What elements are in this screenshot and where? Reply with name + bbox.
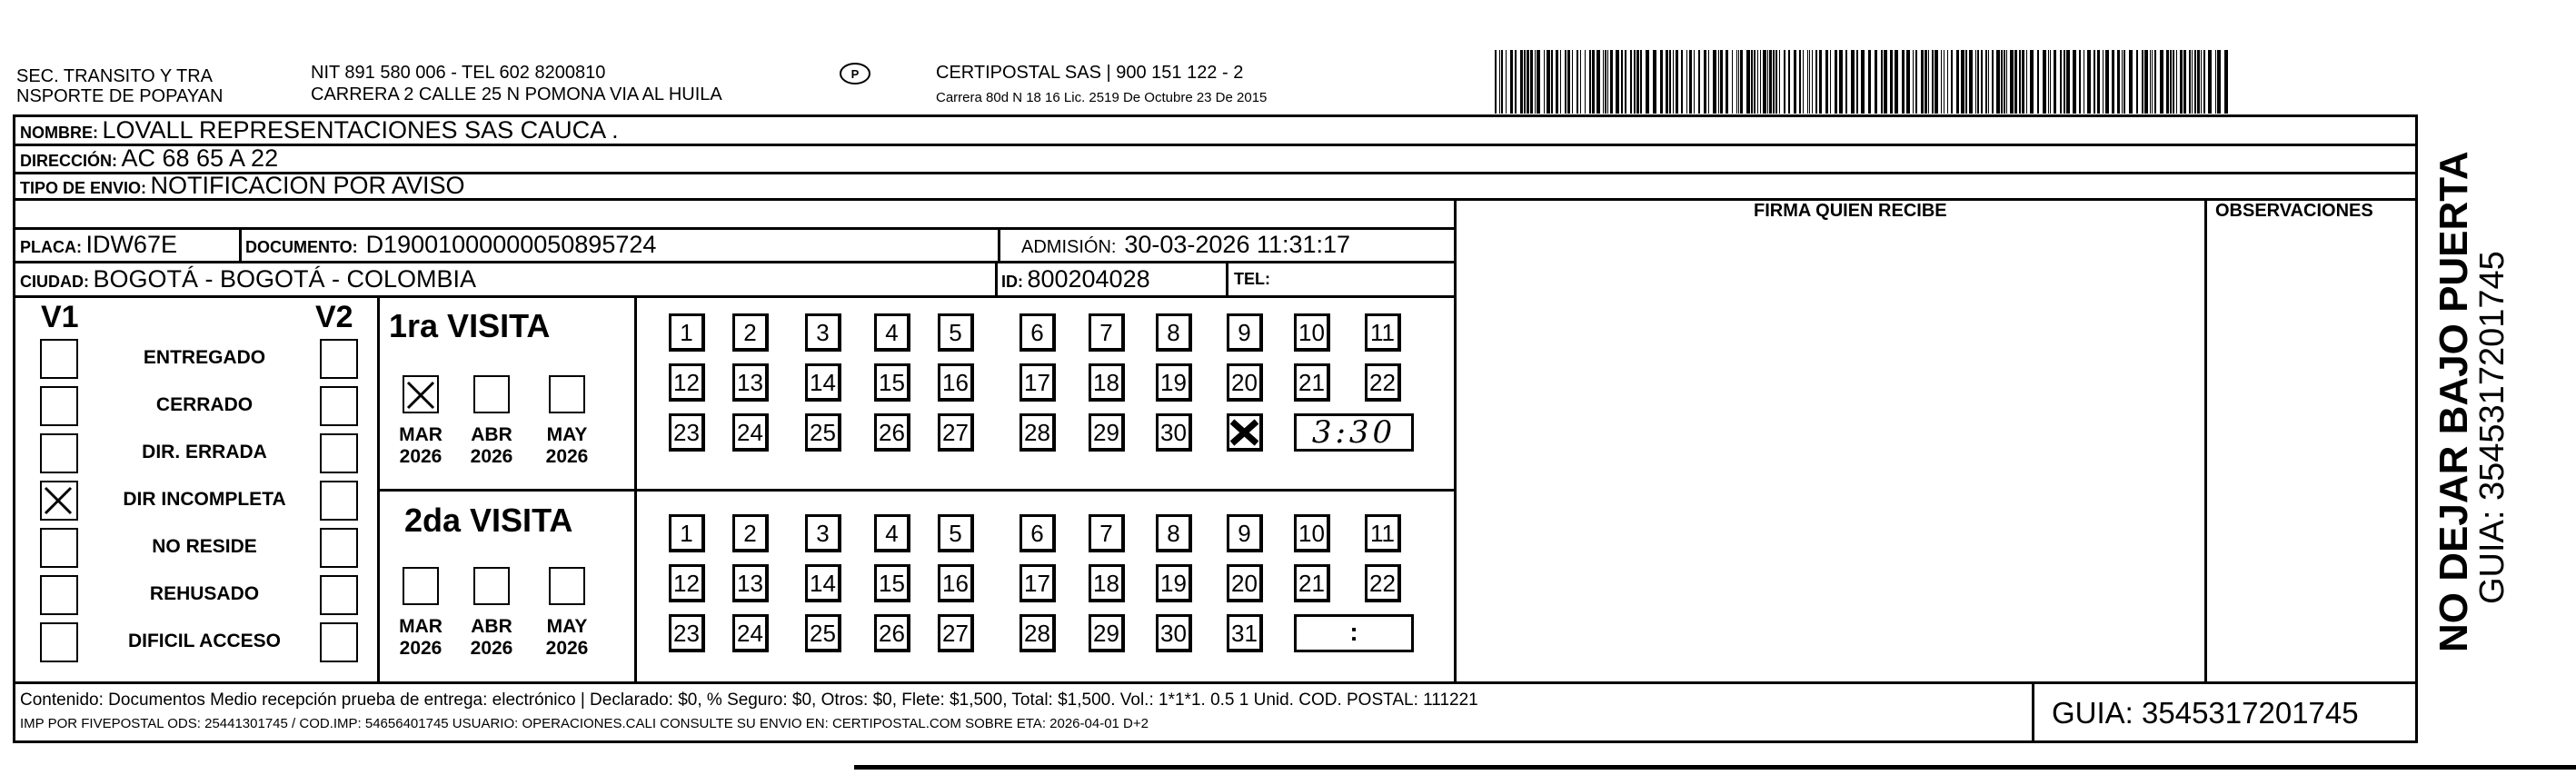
visit1-day-23[interactable]: 23	[669, 413, 705, 452]
visit1-day-17[interactable]: 17	[1019, 363, 1056, 402]
status-label-cerrado: CERRADO	[155, 394, 254, 415]
nombre-value: LOVALL REPRESENTACIONES SAS CAUCA .	[102, 116, 619, 144]
visit2-day-24[interactable]: 24	[732, 614, 769, 652]
barcode	[1495, 50, 2235, 114]
visit1-day-28[interactable]: 28	[1019, 413, 1056, 452]
v2-checkbox-cerrado[interactable]	[320, 386, 358, 426]
v2-checkbox-dir-incompleta[interactable]	[320, 481, 358, 521]
visit1-day-18[interactable]: 18	[1089, 363, 1125, 402]
direccion-value: AC 68 65 A 22	[121, 144, 279, 172]
visit1-day-26[interactable]: 26	[874, 413, 910, 452]
visit2-day-22[interactable]: 22	[1365, 564, 1401, 602]
nombre-field	[20, 116, 619, 148]
visit2-day-18[interactable]: 18	[1089, 564, 1125, 602]
visit1-day-15[interactable]: 15	[874, 363, 910, 402]
v1-checkbox-rehusado[interactable]	[40, 575, 78, 615]
visit1-month-checkbox-abr[interactable]	[473, 375, 510, 413]
placa-value: IDW67E	[85, 231, 177, 258]
visit1-day-10[interactable]: 10	[1294, 313, 1330, 352]
visit1-day-2[interactable]: 2	[732, 313, 769, 352]
visit2-day-20[interactable]: 20	[1227, 564, 1263, 602]
visit1-day-7[interactable]: 7	[1089, 313, 1125, 352]
certipostal-logo-icon	[834, 60, 876, 87]
visit2-day-14[interactable]: 14	[805, 564, 841, 602]
visit2-month-label-mar: MAR 2026	[399, 616, 443, 659]
v1-header: V1	[41, 300, 79, 334]
footer-content-line: Contenido: Documentos Medio recepción prueba de entrega: electrónico | Declarado: $0, % Seguro: $0, Otros: $0, Flete: $1,500, Total: $1,500. Vol.: 1*1*1. 0.5 1 Unid. COD. POSTAL: 111221	[20, 691, 1478, 710]
visit2-day-7[interactable]: 7	[1089, 514, 1125, 552]
visit1-title: 1ra VISITA	[389, 307, 551, 344]
visit1-day-19[interactable]: 19	[1156, 363, 1192, 402]
admision-value: 30-03-2026 11:31:17	[1124, 231, 1351, 258]
v2-checkbox-dificil-acceso[interactable]	[320, 622, 358, 662]
visit1-day-25[interactable]: 25	[805, 413, 841, 452]
visit2-day-8[interactable]: 8	[1156, 514, 1192, 552]
visit1-month-label-mar: MAR 2026	[399, 424, 443, 467]
visit2-month-label-abr: ABR 2026	[470, 616, 513, 659]
status-label-dificil-acceso: DIFICIL ACCESO	[127, 631, 281, 651]
visit1-day-3[interactable]: 3	[805, 313, 841, 352]
visit1-day-16[interactable]: 16	[938, 363, 974, 402]
placa-field	[20, 231, 177, 263]
address-line: CARRERA 2 CALLE 25 N POMONA VIA AL HUILA	[311, 84, 722, 104]
visit2-day-12[interactable]: 12	[669, 564, 705, 602]
visit2-day-13[interactable]: 13	[732, 564, 769, 602]
visit2-month-checkbox-mar[interactable]	[403, 567, 439, 605]
id-field	[1001, 265, 1150, 297]
status-label-dir-errada: DIR. ERRADA	[142, 442, 267, 462]
visit2-day-5[interactable]: 5	[938, 514, 974, 552]
documento-field	[245, 231, 656, 263]
visit1-day-22[interactable]: 22	[1365, 363, 1401, 402]
status-label-rehusado: REHUSADO	[149, 583, 260, 604]
v2-checkbox-no-reside[interactable]	[320, 528, 358, 568]
visit2-day-27[interactable]: 27	[938, 614, 974, 652]
documento-label: DOCUMENTO:	[245, 238, 358, 256]
sender-line-1: SEC. TRANSITO Y TRA	[16, 66, 213, 86]
placa-label: PLACA:	[20, 238, 82, 256]
v1-checkbox-entregado[interactable]	[40, 339, 78, 379]
status-label-entregado: ENTREGADO	[143, 347, 266, 368]
visit1-day-12[interactable]: 12	[669, 363, 705, 402]
visit1-day-4[interactable]: 4	[874, 313, 910, 352]
visit1-day-11[interactable]: 11	[1365, 313, 1401, 352]
v2-header: V2	[315, 300, 353, 334]
visit1-day-20[interactable]: 20	[1227, 363, 1263, 402]
visit1-time-value: 3:30	[1311, 414, 1397, 451]
visit2-title: 2da VISITA	[404, 502, 573, 539]
visit2-month-label-may: MAY 2026	[545, 616, 589, 659]
v1-checkbox-no-reside[interactable]	[40, 528, 78, 568]
visit2-day-10[interactable]: 10	[1294, 514, 1330, 552]
visit2-month-checkbox-may[interactable]	[549, 567, 585, 605]
admision-label: ADMISIÓN:	[1021, 237, 1117, 257]
visit2-day-9[interactable]: 9	[1227, 514, 1263, 552]
footer-guia: GUIA: 3545317201745	[2052, 696, 2359, 730]
visit1-day-27[interactable]: 27	[938, 413, 974, 452]
visit2-day-30[interactable]: 30	[1156, 614, 1192, 652]
visit2-day-31[interactable]: 31	[1227, 614, 1263, 652]
visit2-day-4[interactable]: 4	[874, 514, 910, 552]
side-warning: NO DEJAR BAJO PUERTA	[2432, 151, 2476, 652]
admision-field	[1021, 231, 1350, 263]
ciudad-field	[20, 265, 476, 297]
v1-checkbox-dificil-acceso[interactable]	[40, 622, 78, 662]
observaciones-header: OBSERVACIONES	[2215, 201, 2373, 221]
ciudad-value: BOGOTÁ - BOGOTÁ - COLOMBIA	[93, 265, 476, 293]
status-label-no-reside: NO RESIDE	[152, 536, 257, 557]
visit2-day-6[interactable]: 6	[1019, 514, 1056, 552]
visit1-month-label-may: MAY 2026	[545, 424, 589, 467]
visit1-day-31[interactable]	[1227, 413, 1263, 452]
tel-label: TEL:	[1234, 270, 1270, 288]
id-value: 800204028	[1027, 265, 1150, 293]
tipo-envio-value: NOTIFICACION POR AVISO	[150, 172, 465, 199]
visit1-time-box[interactable]	[1294, 413, 1414, 452]
visit1-day-6[interactable]: 6	[1019, 313, 1056, 352]
nit-line: NIT 891 580 006 - TEL 602 8200810	[311, 63, 606, 83]
nombre-label: NOMBRE:	[20, 124, 98, 142]
visit2-day-2[interactable]: 2	[732, 514, 769, 552]
visit1-day-14[interactable]: 14	[805, 363, 841, 402]
v2-checkbox-entregado[interactable]	[320, 339, 358, 379]
visit1-month-checkbox-may[interactable]	[549, 375, 585, 413]
company-line: CERTIPOSTAL SAS | 900 151 122 - 2	[936, 63, 1244, 83]
tel-field	[1234, 265, 1270, 294]
visit1-month-checkbox-mar[interactable]	[403, 375, 439, 413]
visit2-month-checkbox-abr[interactable]	[473, 567, 510, 605]
sender-line-2: NSPORTE DE POPAYAN	[16, 86, 224, 106]
visit1-day-30[interactable]: 30	[1156, 413, 1192, 452]
visit2-day-28[interactable]: 28	[1019, 614, 1056, 652]
visit1-day-24[interactable]: 24	[732, 413, 769, 452]
visit2-day-16[interactable]: 16	[938, 564, 974, 602]
visit2-day-29[interactable]: 29	[1089, 614, 1125, 652]
documento-value: D19001000000050895724	[365, 231, 657, 258]
visit2-day-11[interactable]: 11	[1365, 514, 1401, 552]
id-label: ID:	[1001, 273, 1023, 291]
visit2-day-3[interactable]: 3	[805, 514, 841, 552]
visit1-day-9[interactable]: 9	[1227, 313, 1263, 352]
visit2-time-value: :	[1349, 618, 1358, 646]
firma-header: FIRMA QUIEN RECIBE	[1754, 201, 1947, 221]
v2-checkbox-rehusado[interactable]	[320, 575, 358, 615]
visit2-day-19[interactable]: 19	[1156, 564, 1192, 602]
v2-checkbox-dir-errada[interactable]	[320, 433, 358, 473]
visit2-day-17[interactable]: 17	[1019, 564, 1056, 602]
v1-checkbox-dir-incompleta[interactable]	[40, 481, 78, 521]
visit2-time-box[interactable]	[1294, 614, 1414, 652]
svg-text:P: P	[850, 67, 860, 81]
visit1-day-21[interactable]: 21	[1294, 363, 1330, 402]
tipo-envio-field	[20, 172, 465, 204]
visit1-day-29[interactable]: 29	[1089, 413, 1125, 452]
visit1-day-1[interactable]: 1	[669, 313, 705, 352]
license-line: Carrera 80d N 18 16 Lic. 2519 De Octubre 23 De 2015	[936, 90, 1268, 105]
visit2-day-26[interactable]: 26	[874, 614, 910, 652]
visit2-day-23[interactable]: 23	[669, 614, 705, 652]
visit2-day-21[interactable]: 21	[1294, 564, 1330, 602]
footer-print-line: IMP POR FIVEPOSTAL ODS: 25441301745 / COD.IMP: 54656401745 USUARIO: OPERACIONES.CALI CONSULTE SU ENVIO EN: CERTIPOSTAL.COM SOBRE ETA: 2026-04-01 D+2	[20, 716, 1149, 731]
visit1-day-13[interactable]: 13	[732, 363, 769, 402]
side-guia: GUIA: 3545317201745	[2473, 251, 2511, 604]
visit1-day-8[interactable]: 8	[1156, 313, 1192, 352]
direccion-label: DIRECCIÓN:	[20, 152, 117, 170]
v1-checkbox-dir-errada[interactable]	[40, 433, 78, 473]
status-label-dir-incompleta: DIR INCOMPLETA	[123, 489, 286, 510]
visit2-day-1[interactable]: 1	[669, 514, 705, 552]
v1-checkbox-cerrado[interactable]	[40, 386, 78, 426]
visit1-day-5[interactable]: 5	[938, 313, 974, 352]
tipo-envio-label: TIPO DE ENVIO:	[20, 179, 147, 197]
visit1-month-label-abr: ABR 2026	[470, 424, 513, 467]
visit2-day-25[interactable]: 25	[805, 614, 841, 652]
visit2-day-15[interactable]: 15	[874, 564, 910, 602]
ciudad-label: CIUDAD:	[20, 273, 89, 291]
